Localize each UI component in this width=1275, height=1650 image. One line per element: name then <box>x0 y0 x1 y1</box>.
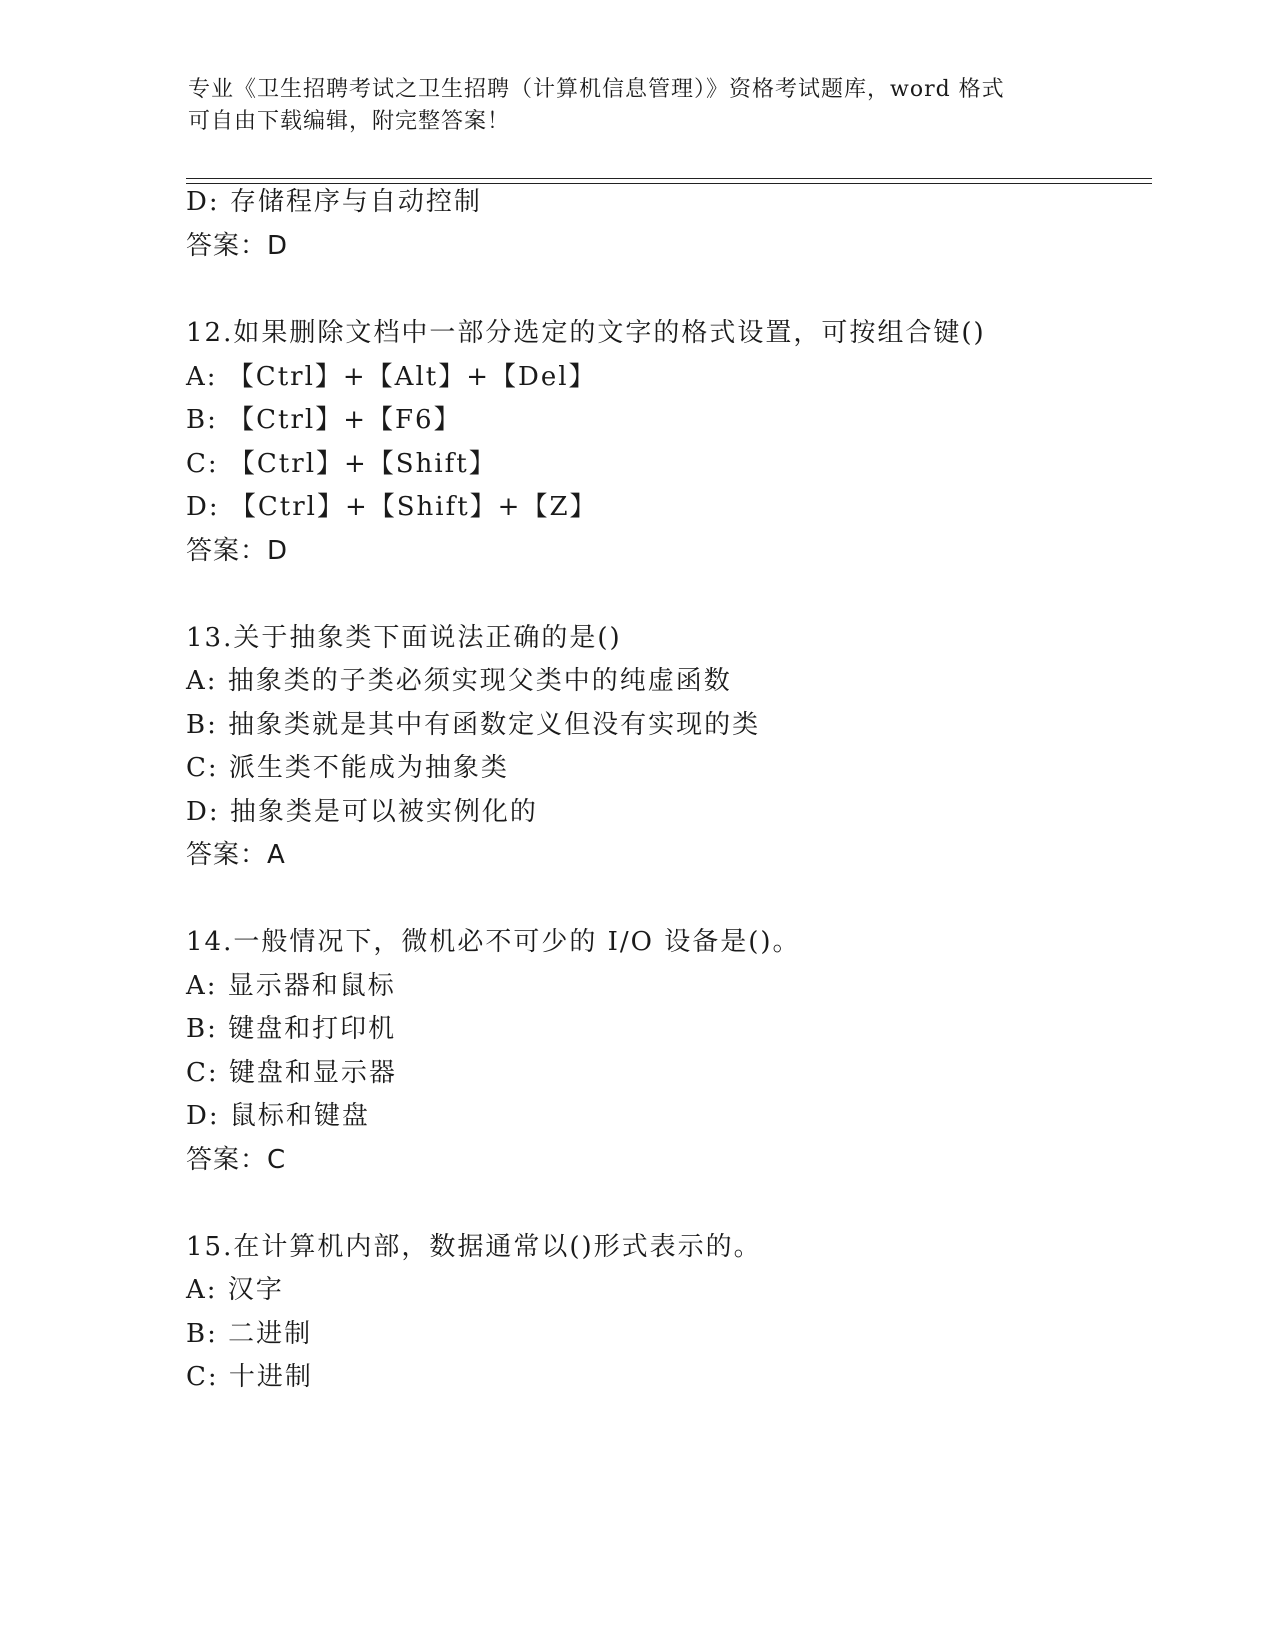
q12-option-d: D: 【Ctrl】+【Shift】+【Z】 <box>186 492 598 522</box>
q14-option-c: C: 键盘和显示器 <box>186 1058 397 1088</box>
q15-option-c: C: 十进制 <box>186 1362 313 1392</box>
q11-option-d: D: 存储程序与自动控制 <box>186 187 482 217</box>
q14-option-a: A: 显示器和鼠标 <box>186 971 396 1001</box>
q13-option-a: A: 抽象类的子类必须实现父类中的纯虚函数 <box>186 666 732 696</box>
q14-stem: 14.一般情况下，微机必不可少的 I/O 设备是()。 <box>186 927 801 957</box>
q12-option-b: B: 【Ctrl】+【F6】 <box>186 405 462 435</box>
q13-answer: 答案：A <box>186 840 286 870</box>
q12-option-c: C: 【Ctrl】+【Shift】 <box>186 449 497 479</box>
q12-option-a: A: 【Ctrl】+【Alt】+【Del】 <box>186 362 597 392</box>
header-line-2: 可自由下载编辑，附完整答案！ <box>188 109 511 134</box>
q13-stem: 13.关于抽象类下面说法正确的是() <box>186 623 622 653</box>
q13-option-c: C: 派生类不能成为抽象类 <box>186 753 509 783</box>
q15-option-b: B: 二进制 <box>186 1319 313 1349</box>
q11-answer: 答案：D <box>186 231 289 261</box>
header-line-1: 专业《卫生招聘考试之卫生招聘（计算机信息管理）》资格考试题库，word 格式 <box>188 77 1005 102</box>
q12-answer: 答案：D <box>186 536 289 566</box>
q15-stem: 15.在计算机内部，数据通常以()形式表示的。 <box>186 1232 762 1262</box>
q14-answer: 答案：C <box>186 1145 287 1175</box>
q12-stem: 12.如果删除文档中一部分选定的文字的格式设置，可按组合键() <box>186 318 986 348</box>
q15-option-a: A: 汉字 <box>186 1275 284 1305</box>
header-divider-top <box>186 178 1152 179</box>
q14-option-b: B: 键盘和打印机 <box>186 1014 397 1044</box>
document-header <box>188 74 1088 138</box>
header-divider-bottom <box>186 183 1152 184</box>
q13-option-b: B: 抽象类就是其中有函数定义但没有实现的类 <box>186 710 761 740</box>
q13-option-d: D: 抽象类是可以被实例化的 <box>186 797 538 827</box>
q14-option-d: D: 鼠标和键盘 <box>186 1101 370 1131</box>
